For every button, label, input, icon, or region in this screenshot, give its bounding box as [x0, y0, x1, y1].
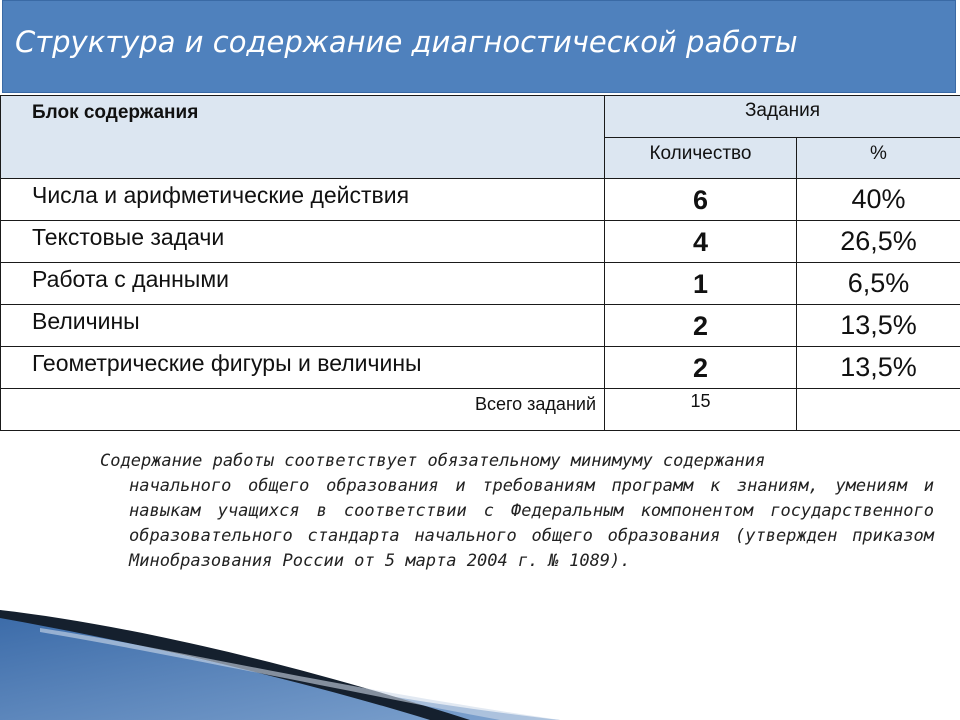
page-title: Структура и содержание диагностической работы: [15, 25, 798, 59]
header-row: [1, 96, 960, 138]
note-first-line: Содержание работы соответствует обязательному минимуму содержания: [100, 451, 766, 471]
row-quantity: 4: [605, 221, 797, 263]
total-quantity: 15: [605, 389, 797, 431]
row-quantity: 2: [605, 347, 797, 389]
header-block: Блок содержания: [1, 96, 605, 179]
note-continuation: начального общего образования и требованиям программ к знаниям, умениям и навыкам учащихся в соответствии с Федеральным компонентом государственного образовательного стандарта начального общего образования (утвержден приказом Минобразования России от 5 марта 2004 г. № 1089).: [129, 476, 934, 571]
header-quantity: Количество: [605, 138, 797, 179]
row-quantity: 1: [605, 263, 797, 305]
row-percent: 13,5%: [797, 347, 960, 389]
table-row: [1, 263, 960, 305]
total-row: [1, 389, 960, 431]
header-tasks: Задания: [605, 96, 960, 138]
row-block: Текстовые задачи: [1, 221, 605, 263]
table-row: [1, 305, 960, 347]
row-percent: 40%: [797, 179, 960, 221]
row-quantity: 2: [605, 305, 797, 347]
row-block: Числа и арифметические действия: [1, 179, 605, 221]
row-block: Работа с данными: [1, 263, 605, 305]
table-row: [1, 179, 960, 221]
row-percent: 26,5%: [797, 221, 960, 263]
total-label: Всего заданий: [1, 389, 605, 431]
row-percent: 6,5%: [797, 263, 960, 305]
title-bar: [2, 0, 956, 93]
row-percent: 13,5%: [797, 305, 960, 347]
content-table: [0, 95, 960, 431]
table-row: [1, 221, 960, 263]
total-percent: [797, 389, 960, 431]
row-block: Геометрические фигуры и величины: [1, 347, 605, 389]
note-paragraph: [100, 449, 934, 574]
table-row: [1, 347, 960, 389]
row-quantity: 6: [605, 179, 797, 221]
decorative-swoosh: [0, 570, 960, 720]
header-percent: %: [797, 138, 960, 179]
row-block: Величины: [1, 305, 605, 347]
